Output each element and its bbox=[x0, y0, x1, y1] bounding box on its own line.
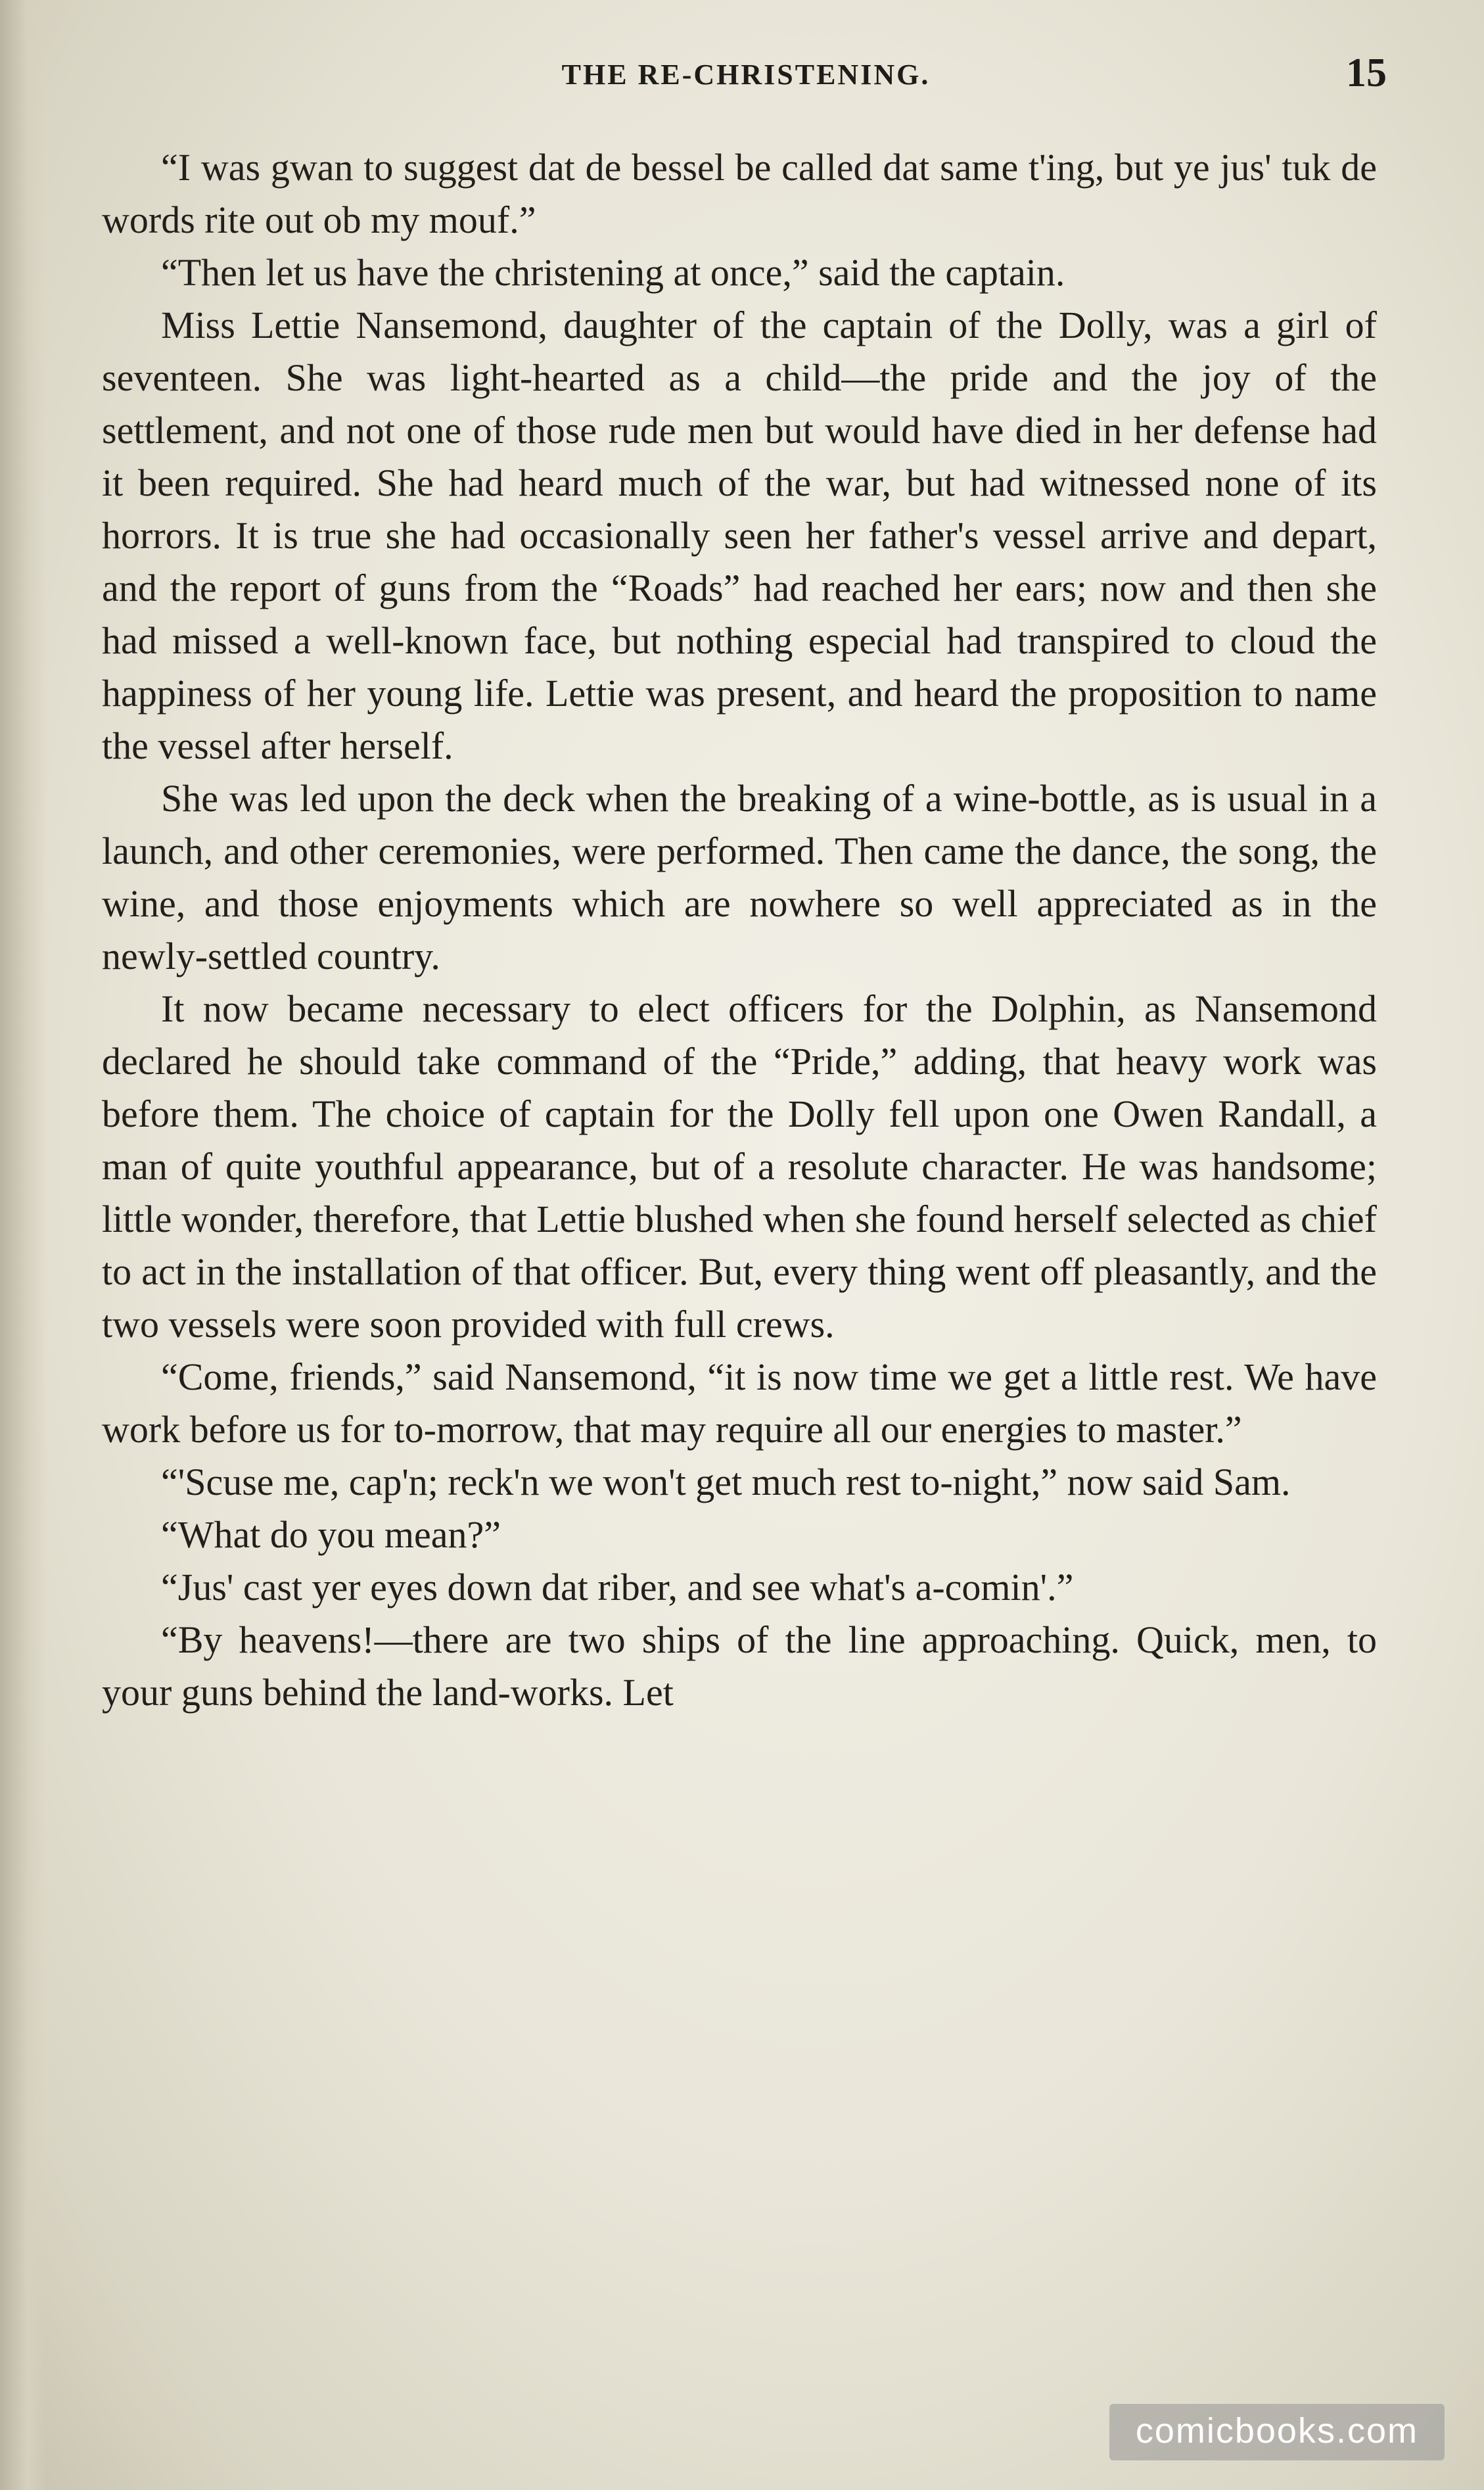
watermark: comicbooks.com bbox=[1109, 2404, 1445, 2460]
running-head: THE RE-CHRISTENING. bbox=[561, 59, 931, 91]
paragraph: “Come, friends,” said Nansemond, “it is now time we get a little rest. We have work before us for to-morrow, that may require all our energies to master.” bbox=[102, 1355, 1377, 1451]
paragraph: “Then let us have the christening at once,” said the captain. bbox=[161, 251, 1065, 294]
paragraph: Miss Lettie Nansemond, daughter of the captain of the Dolly, was a girl of seventeen. She was light-hearted as a child—the pride and the joy of the settlement, and not one of those rude men but would have died in her defense had it been required. She had heard much of the war, but had witnessed none of its horrors. It is true she had occasionally seen her father's vessel arrive and depart, and the report of guns from the “Roads” had reached her ears; now and then she had missed a well-known face, but nothing especial had transpired to cloud the happiness of her young life. Lettie was present, and heard the proposition to name the vessel after herself. bbox=[102, 304, 1377, 767]
paragraph: It now became necessary to elect officers for the Dolphin, as Nansemond declared he should take command of the “Pride,” adding, that heavy work was before them. The choice of captain for the Dolly fell upon one Owen Randall, a man of quite youthful appearance, but of a resolute character. He was handsome; little wonder, therefore, that Lettie blushed when she found herself selected as chief to act in the installation of that officer. But, every thing went off pleasantly, and the two vessels were soon provided with full crews. bbox=[102, 987, 1377, 1346]
paragraph: “What do you mean?” bbox=[161, 1513, 501, 1556]
paragraph: “Jus' cast yer eyes down dat riber, and see what's a-comin'.” bbox=[161, 1566, 1074, 1609]
paragraph: “By heavens!—there are two ships of the line approaching. Quick, men, to your guns behind the land-works. Let bbox=[102, 1618, 1377, 1714]
page-number: 15 bbox=[1346, 51, 1387, 95]
paragraph: She was led upon the deck when the breaking of a wine-bottle, as is usual in a launch, and other ceremonies, were performed. Then came the dance, the song, the wine, and those enjoyments which are nowhere so well appreciated as in the newly-settled country. bbox=[102, 777, 1377, 977]
paragraph: “'Scuse me, cap'n; reck'n we won't get much rest to-night,” now said Sam. bbox=[161, 1461, 1291, 1503]
page-gutter-shadow bbox=[0, 0, 46, 2490]
body-text bbox=[102, 141, 1377, 1719]
page-header bbox=[105, 46, 1387, 112]
paragraph: “I was gwan to suggest dat de bessel be called dat same t'ing, but ye jus' tuk de words rite out ob my mouf.” bbox=[102, 146, 1377, 241]
